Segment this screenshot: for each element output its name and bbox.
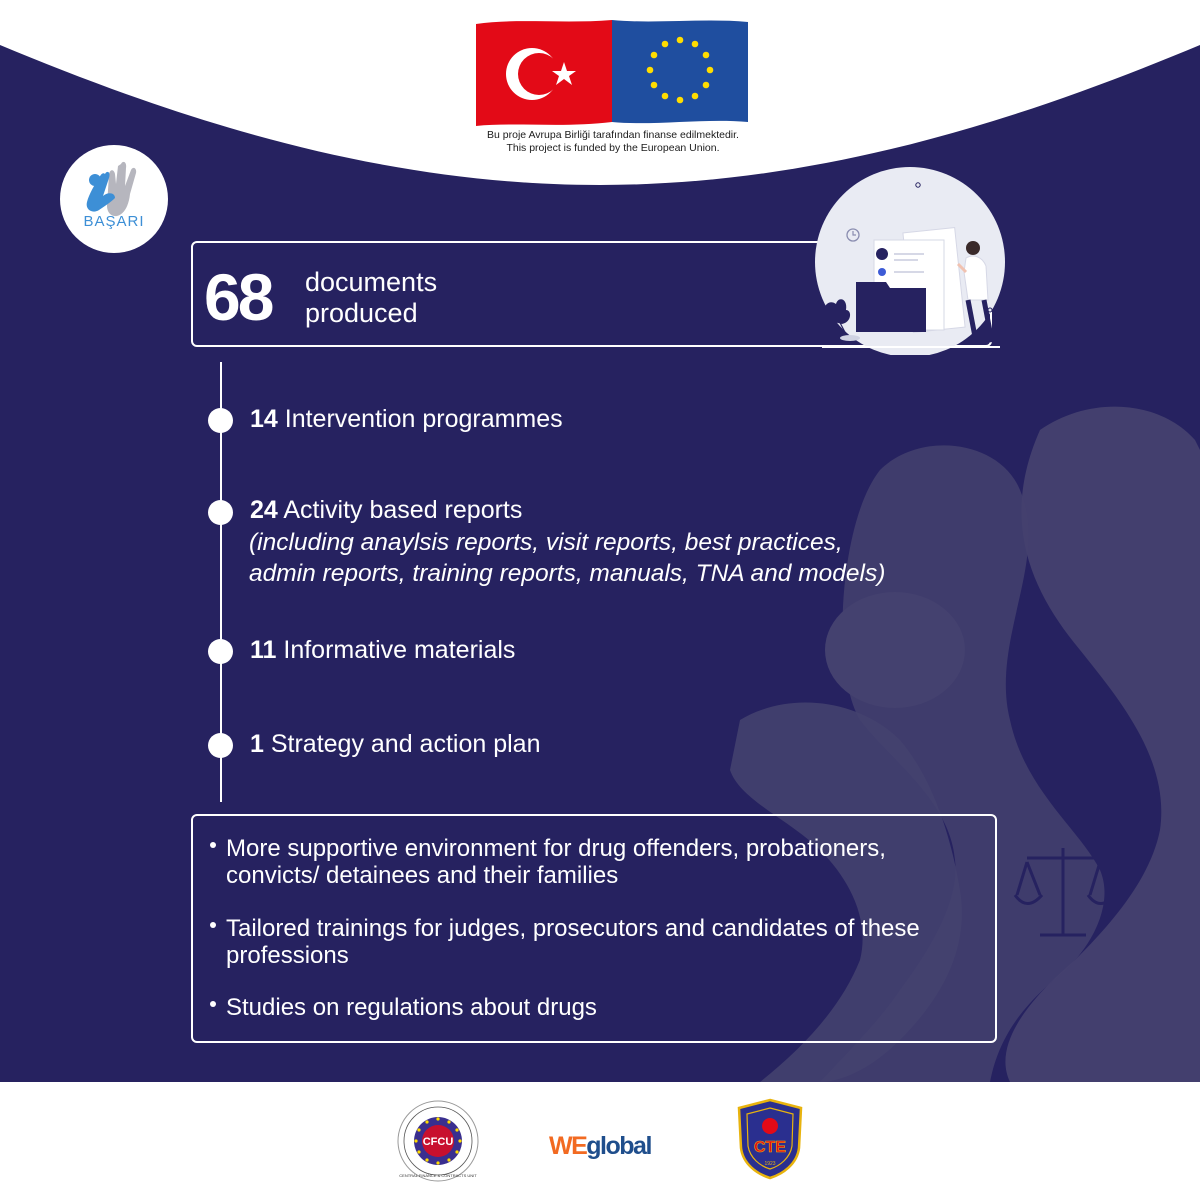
bullet-icon bbox=[210, 922, 216, 928]
funding-line-en: This project is funded by the European Union. bbox=[506, 142, 720, 154]
documents-illustration bbox=[808, 160, 1013, 355]
flags bbox=[474, 18, 750, 128]
timeline-dot bbox=[208, 639, 233, 664]
weglobal-logo bbox=[549, 1131, 651, 1161]
item-label: Strategy and action plan bbox=[263, 730, 541, 758]
documents-label-line2: produced bbox=[305, 298, 418, 328]
bullet-icon bbox=[210, 842, 216, 848]
timeline-item bbox=[250, 635, 515, 666]
item-count: 14 bbox=[250, 405, 278, 433]
timeline-item bbox=[250, 404, 563, 435]
turkey-flag bbox=[476, 20, 612, 126]
brand-name: BAŞARI bbox=[83, 213, 145, 230]
outcome-item bbox=[226, 994, 597, 1021]
item-label: Activity based reports bbox=[277, 496, 523, 524]
basari-logo bbox=[59, 144, 169, 254]
timeline-dot bbox=[208, 408, 233, 433]
documents-label-line1: documents bbox=[305, 267, 438, 297]
outcome-line: convicts/ detainees and their families bbox=[226, 862, 619, 889]
item-note: (including anaylsis reports, visit reports, best practices, bbox=[249, 529, 843, 556]
timeline-dot bbox=[208, 733, 233, 758]
cte-text: CTE bbox=[754, 1139, 786, 1156]
outcome-line: Tailored trainings for judges, prosecutors and candidates of these bbox=[226, 915, 920, 942]
weglobal-we: WE bbox=[549, 1132, 587, 1160]
eu-flag bbox=[612, 20, 748, 123]
cfcu-ring-text: CENTRAL FINANCE & CONTRACTS UNIT bbox=[399, 1173, 477, 1178]
outcome-line: Studies on regulations about drugs bbox=[226, 994, 597, 1021]
item-count: 24 bbox=[250, 496, 278, 524]
item-label: Intervention programmes bbox=[277, 405, 563, 433]
timeline-dot bbox=[208, 500, 233, 525]
funding-notice bbox=[413, 129, 813, 155]
cfcu-text: CFCU bbox=[422, 1136, 454, 1148]
outcome-item bbox=[226, 835, 886, 889]
item-note: admin reports, training reports, manuals, TNA and models) bbox=[249, 560, 886, 587]
item-count: 1 bbox=[250, 730, 264, 758]
documents-label bbox=[305, 267, 555, 329]
documents-count: 68 bbox=[204, 260, 272, 334]
weglobal-rest: global bbox=[586, 1132, 651, 1160]
timeline-item bbox=[250, 729, 540, 760]
cfcu-logo bbox=[397, 1100, 479, 1182]
item-label: Informative materials bbox=[276, 636, 516, 664]
item-count: 11 bbox=[250, 636, 277, 664]
folder-icon bbox=[856, 282, 926, 332]
cte-year: 1923 bbox=[764, 1161, 776, 1167]
outcome-line: professions bbox=[226, 942, 349, 969]
outcome-item bbox=[226, 915, 920, 969]
timeline-item bbox=[250, 495, 522, 526]
cte-logo bbox=[735, 1098, 805, 1180]
bullet-icon bbox=[210, 1001, 216, 1007]
outcome-line: More supportive environment for drug offenders, probationers, bbox=[226, 835, 886, 862]
funding-line-tr: Bu proje Avrupa Birliği tarafından finanse edilmektedir. bbox=[487, 129, 739, 141]
